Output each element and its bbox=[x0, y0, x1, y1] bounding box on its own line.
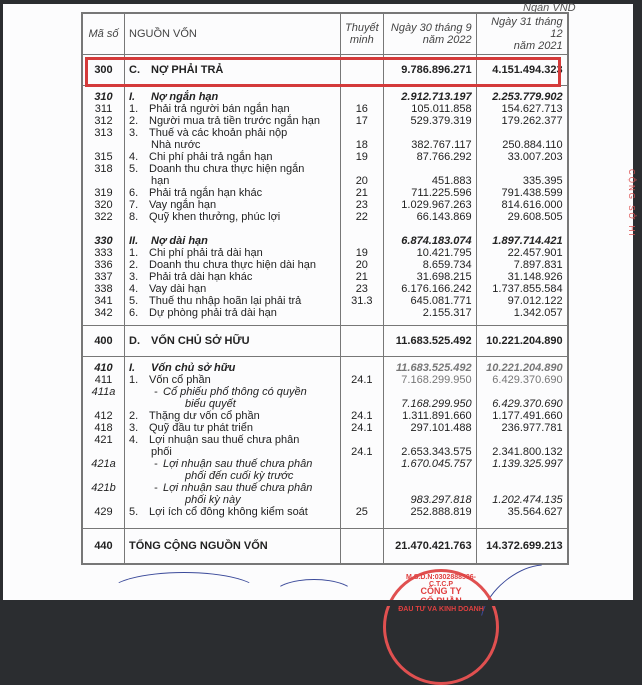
header-value-2021: Ngày 31 tháng 12 năm 2021 bbox=[476, 13, 568, 55]
table-row: 333 1. Chi phí phải trả dài hạn 19 10.421.795 22.457.901 bbox=[82, 247, 568, 259]
table-row: 319 6. Phải trả ngắn hạn khác 21 711.225.596 791.438.599 bbox=[82, 187, 568, 199]
header-value-2022: Ngày 30 tháng 9 năm 2022 bbox=[383, 13, 476, 55]
table-row-equity: 400 D. VỐN CHỦ SỞ HỮU 11.683.525.492 10.221.204.890 bbox=[82, 326, 568, 357]
table-row: 336 2. Doanh thu chưa thực hiện dài hạn 20 8.659.734 7.897.831 bbox=[82, 259, 568, 271]
table-row: 318 5. Doanh thu chưa thực hiện ngắn hạn 20 451.883 335.395 bbox=[82, 163, 568, 187]
document-page bbox=[3, 2, 636, 613]
table-row: 342 6. Dự phòng phải trả dài hạn 2.155.317 1.342.057 bbox=[82, 307, 568, 326]
header-name: NGUỒN VỐN bbox=[125, 13, 341, 55]
table-row-subtotal: 410 I. Vốn chủ sở hữu 11.683.525.492 10.221.204.890 bbox=[82, 357, 568, 375]
table-header bbox=[82, 13, 568, 55]
header-note: Thuyết minh bbox=[341, 13, 384, 55]
table-row-subtotal: 330 II. Nợ dài hạn 6.874.183.074 1.897.714.421 bbox=[82, 231, 568, 247]
table-row: 311 1. Phải trả người bán ngắn hạn 16 105.011.858 154.627.713 bbox=[82, 103, 568, 115]
table-row: 341 5. Thuế thu nhập hoãn lại phải trả 31.3 645.081.771 97.012.122 bbox=[82, 295, 568, 307]
side-stamp: CỘNG SỞ HI bbox=[627, 169, 636, 238]
table-row: 421a - Lợi nhuận sau thuế chưa phân phối đến cuối kỳ trước 1.670.045.757 1.139.325.997 bbox=[82, 458, 568, 482]
table-row: 421b - Lợi nhuận sau thuế chưa phân phối kỳ này 983.297.818 1.202.474.135 bbox=[82, 482, 568, 506]
table-row: 421 4. Lợi nhuận sau thuế chưa phân phối 24.1 2.653.343.575 2.341.800.132 bbox=[82, 434, 568, 458]
table-row: 320 7. Vay ngắn hạn 23 1.029.967.263 814.616.000 bbox=[82, 199, 568, 211]
table-row: 338 4. Vay dài hạn 23 6.176.166.242 1.737.855.584 bbox=[82, 283, 568, 295]
table-row-total: 440 TỔNG CỘNG NGUỒN VỐN 21.470.421.763 14.372.699.213 bbox=[82, 529, 568, 565]
header-code: Mã số bbox=[82, 13, 125, 55]
table-row: 312 2. Người mua trả tiền trước ngắn hạn 17 529.379.319 179.262.377 bbox=[82, 115, 568, 127]
table-row: 411 1. Vốn cổ phần 24.1 7.168.299.950 6.429.370.690 bbox=[82, 374, 568, 386]
balance-sheet-table bbox=[81, 12, 569, 565]
unit-label: Ngàn VND bbox=[523, 2, 576, 14]
table-row: 412 2. Thặng dư vốn cổ phần 24.1 1.311.891.660 1.177.491.660 bbox=[82, 410, 568, 422]
signature-left bbox=[108, 572, 260, 614]
table-row: 315 4. Chi phí phải trả ngắn hạn 19 87.766.292 33.007.203 bbox=[82, 151, 568, 163]
table-row: 429 5. Lợi ích cổ đông không kiểm soát 25 252.888.819 35.564.627 bbox=[82, 506, 568, 529]
company-seal: M.S.D.N:0302888596-C.T.C.P CÔNG TY ĐẦU TƯ VÀ KINH DOANH bbox=[383, 569, 499, 685]
table-row: 322 8. Quỹ khen thưởng, phúc lợi 22 66.143.869 29.608.505 bbox=[82, 211, 568, 223]
table-row: 337 3. Phải trả dài hạn khác 21 31.698.215 31.148.926 bbox=[82, 271, 568, 283]
table-row: 411a - Cổ phiếu phổ thông có quyền biểu quyết 7.168.299.950 6.429.370.690 bbox=[82, 386, 568, 410]
viewer-bottom-bar bbox=[0, 600, 642, 606]
table-row: 313 3. Thuế và các khoản phải nộp Nhà nước 18 382.767.117 250.884.110 bbox=[82, 127, 568, 151]
signature-middle bbox=[273, 579, 355, 611]
table-row-subtotal: 310 I. Nợ ngắn hạn 2.912.713.197 2.253.779.902 bbox=[82, 86, 568, 104]
table-row: 418 3. Quỹ đầu tư phát triển 24.1 297.101.488 236.977.781 bbox=[82, 422, 568, 434]
table-row-liabilities: 300 C. NỢ PHẢI TRẢ 9.786.896.271 4.151.494.323 bbox=[82, 55, 568, 86]
